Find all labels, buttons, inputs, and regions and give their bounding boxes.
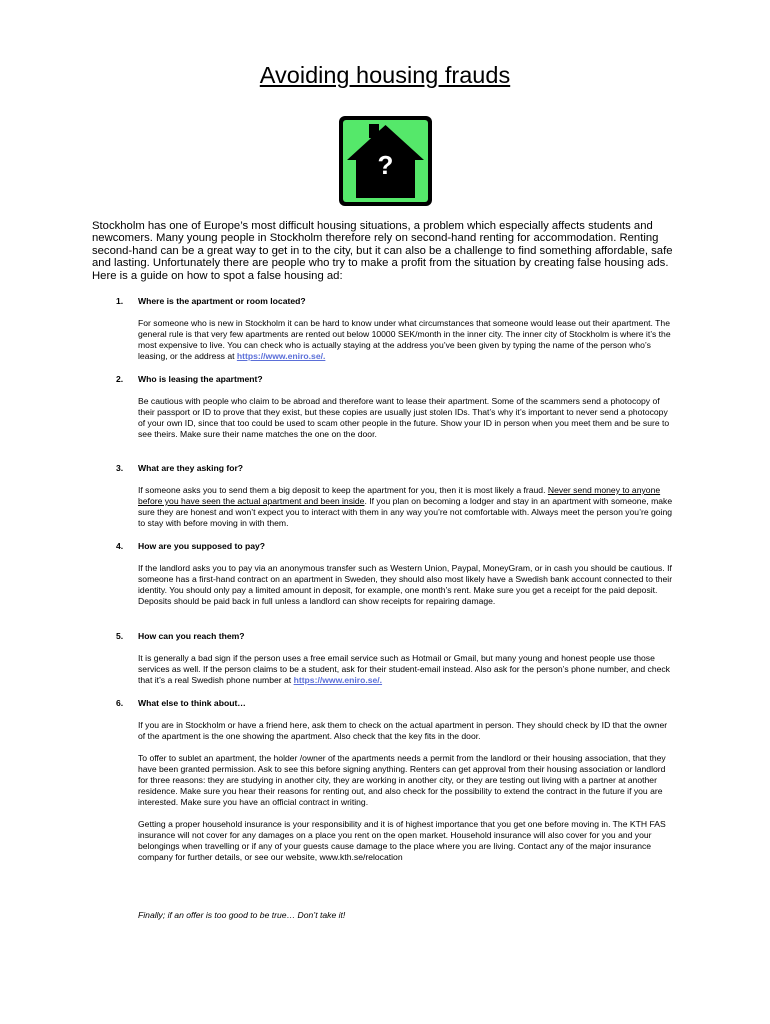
section-body bbox=[138, 485, 674, 529]
section-body bbox=[138, 653, 674, 686]
section-title: How are you supposed to pay? bbox=[138, 541, 266, 551]
section-body bbox=[138, 318, 674, 362]
section-number: 5. bbox=[116, 631, 124, 641]
section-number: 4. bbox=[116, 541, 124, 551]
section-text: . If you plan on becoming a lodger and stay in an apartment with someone, make sure they are honest and won’t expect you to interact with them in any way you’re not comfortable with. Always meet the person you’re going to stay with before moving in with them. bbox=[138, 496, 673, 528]
section-paragraph: Getting a proper household insurance is your responsibility and it is of highest importance that you get one before moving in. The KTH FAS insurance will not cover for any damages on a place you rent on the open market. Household insurance will also cover for you and your belongings when travelling or if any of your guests cause damage to the place where you are living. Contact any of the major insurance company for further details, or see our website, www.kth.se/relocation bbox=[138, 819, 666, 862]
eniro-link[interactable]: https://www.eniro.se/. bbox=[293, 675, 383, 685]
section-text: For someone who is new in Stockholm it can be hard to know under what circumstances that someone would lease out their apartment. The general rule is that very few apartments are rented out below 10000 SEK/month in the inner city. The inner city of Stockholm is where it’s the most expensive to live. You can check who is actually staying at the address you’ve been given by typing the name of the person who’s leasing, or the address at bbox=[138, 318, 671, 361]
section-body: If the landlord asks you to pay via an anonymous transfer such as Western Union, Paypal, MoneyGram, or in cash you should be cautious. If someone has a first-hand contract on an apartment in Sweden, they should also most likely have a Swedish bank account connected to their identity. You should only pay a limited amount in deposit, for example, one month’s rent. Make sure you get a receipt for the paid deposit. Deposits should be paid back in full unless a landlord can show receipts for repairing damage. bbox=[138, 563, 673, 606]
section-number: 2. bbox=[116, 374, 124, 384]
eniro-link[interactable]: https://www.eniro.se/. bbox=[236, 351, 326, 361]
intro-paragraph: Stockholm has one of Europe’s most difficult housing situations, a problem which especially affects students and newcomers. Many young people in Stockholm therefore rely on second-hand renting for accommodation. Renting second-hand can be a great way to get in to the city, but it can also be a challenge to find something affordable, safe and lasting. Unfortunately there are people who try to make a profit from the situation by creating false housing ads. Here is a guide on how to spot a false housing ad: bbox=[92, 220, 673, 282]
section-body bbox=[138, 720, 674, 874]
section-title: Who is leasing the apartment? bbox=[138, 374, 263, 384]
section-number: 3. bbox=[116, 463, 124, 473]
section-number: 6. bbox=[116, 698, 124, 708]
section-paragraph: To offer to sublet an apartment, the holder /owner of the apartments needs a permit from the landlord or their housing association, that they have been granted permission. Ask to see this before signing anything. Renters can get approval from their housing association or landlord for three reasons: they are studying in another city, they are working in another city, or they are testing out living with a partner at another residence. Make sure you hear their reasons for renting out, and also check for the possibility to extend the contract in the future if you are interested. Make sure you have an official contract in writing. bbox=[138, 753, 666, 807]
closing-note: Finally; if an offer is too good to be true… Don’t take it! bbox=[138, 910, 346, 920]
warning-underlined-text: Never send money to anyone before you have seen the actual apartment and been inside bbox=[138, 485, 661, 506]
section-text: It is generally a bad sign if the person uses a free email service such as Hotmail or Gmail, but many young and honest people use those services as well. If the person claims to be a student, ask for their student-email instead. Also ask for the person’s phone number, and check that it’s a real Swedish phone number at bbox=[138, 653, 670, 685]
section-title: How can you reach them? bbox=[138, 631, 245, 641]
page-title: Avoiding housing frauds bbox=[259, 62, 511, 88]
section-paragraph: If you are in Stockholm or have a friend here, ask them to check on the actual apartment in person. They should check by ID that the owner of the apartment is the one showing the apartment. Also check that the key fits in the door. bbox=[138, 720, 668, 741]
section-number: 1. bbox=[116, 296, 124, 306]
logo-question-mark: ? bbox=[377, 150, 394, 180]
section-title: What else to think about… bbox=[138, 698, 246, 708]
house-question-icon bbox=[339, 116, 432, 206]
section-text: If someone asks you to send them a big deposit to keep the apartment for you, then it is most likely a fraud. bbox=[138, 485, 548, 495]
section-body: Be cautious with people who claim to be abroad and therefore want to lease their apartment. Some of the scammers send a photocopy of their passport or ID to prove that they exist, but these copies are usually just stolen IDs. That’s why it’s important to never send a photocopy of your own ID, since that too could be used to scam other people in the future. Show your ID in person when you meet them and be sure to see theirs. Make sure their name matches the one on the door. bbox=[138, 396, 670, 439]
section-title: What are they asking for? bbox=[138, 463, 244, 473]
section-title: Where is the apartment or room located? bbox=[138, 296, 306, 306]
